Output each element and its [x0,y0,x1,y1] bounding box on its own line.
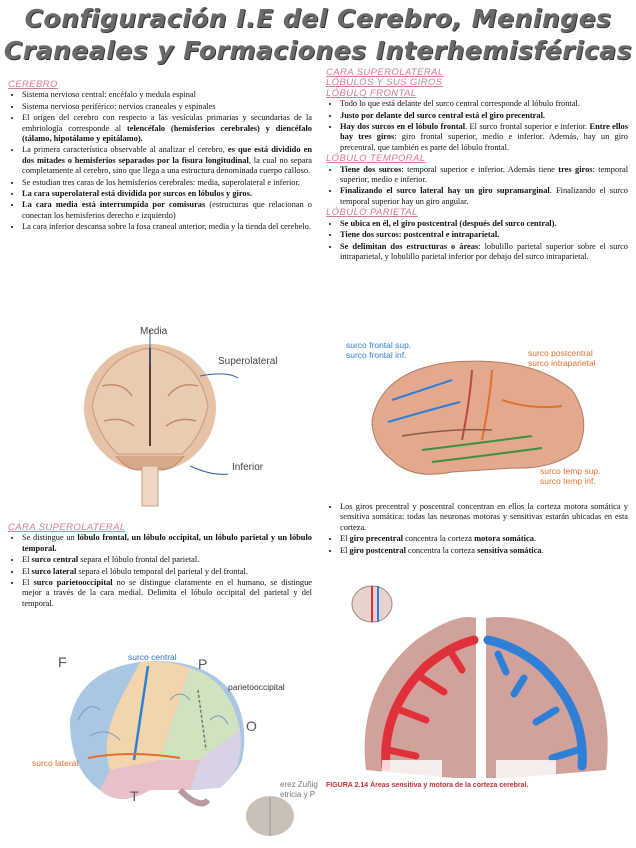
homunculus-illustration [326,570,630,848]
corteza-list [326,502,628,556]
label-lobe-p: P [198,656,208,672]
list-item: • El surco lateral separa el lóbulo temporal del parietal y del frontal. [22,567,312,577]
section-heading-cara-superolateral: CARA SUPEROLATERAL [8,522,126,533]
label-surco-temp-inf: surco temp inf. [540,476,596,486]
homunculus-figure [326,570,630,848]
list-item: • Sistema nervioso periférico: nervios craneales y espinales [22,102,312,112]
lobulos-section [326,68,628,263]
list-item: • La primera característica observable al analizar el cerebro, es que está dividido en dos mitades o hemisferios separados por la fisura longitudinal, la cual no separa completamente al cerebro, sino que llega a una estructura denominada cuerpo calloso. [22,145,312,176]
page-title-line-2: Craneales y Formaciones Interhemisféricas [3,36,633,65]
list-item: • El surco central separa el lóbulo frontal del parietal. [22,555,312,565]
list-item: • Se distingue un lóbulo frontal, un lóbulo occipital, un lóbulo parietal y un lóbulo temporal. [22,533,312,554]
label-parietooccipital: parietooccipital [228,682,285,692]
label-surco-central: surco central [128,652,177,662]
brain-coronal-figure [62,326,288,514]
label-surco-postcentral: surco postcentral [528,348,593,358]
section-heading-parietal: LÓBULO PARIETAL [326,207,418,219]
brain-lobes-figure [30,640,318,848]
label-media: Media [140,326,168,337]
list-item: • Sistema nervioso central: encéfalo y medula espinal [22,90,312,100]
parietal-list [326,219,628,263]
figure-caption: FIGURA 2.14 Áreas sensitiva y motora de la corteza cerebral. [326,782,529,789]
section-heading-lobulos: LÓBULOS Y SUS GIROS [326,77,443,89]
label-surco-frontal-sup: surco frontal sup. [346,340,412,350]
list-item: • Hay dos surcos en el lóbulo frontal. El surco frontal superior e inferior. Entre ellos hay tres giros: giro frontal superior, medio e inferior. Además, hay un giro precentral, que también es parte del lóbulo frontal. [340,122,628,153]
page-title-line-1: Configuración I.E del Cerebro, Meninges [24,4,612,33]
list-item: • El surco parietooccipital no se distingue claramente en el humano, se distingue mejor a través de la cara medial. Delimita el lóbulo occipital del parietal y del temporal. [22,578,312,609]
cara-list [8,533,312,609]
list-item: • Se estudian tres caras de los hemisferios cerebrales: media, superolateral e inferior. [22,178,312,188]
label-surco-lateral: surco lateral [32,758,79,768]
list-item: • La cara inferior descansa sobre la fosa craneal anterior, media y la tienda del cerebelo. [22,222,312,232]
list-item: • El origen del cerebro con respecto a las vesículas primarias y secundarias de la embriología corresponde al telencéfalo (hemisferios cerebrales) y diencéfalo (tálamo, hipotálamo y epitálamo). [22,113,312,144]
list-item: • Tiene dos surcos: temporal superior e inferior. Además tiene tres giros: temporal superior, medio e inferior. [340,165,628,186]
list-item: • Los giros precentral y poscentral concentran en ellos la corteza motora somática y sensitiva somática: todas las neuronas motoras y sensitivas estarán ubicadas en esta corteza. [340,502,628,533]
list-item: • Finalizando el surco lateral hay un giro supramarginal. Finalizando el surco temporal superior hay un giro angular. [340,186,628,207]
label-surco-frontal-inf: surco frontal inf. [346,350,407,360]
list-item: • Todo lo que está delante del surco central corresponde al lóbulo frontal. [340,99,628,109]
label-lobe-o: O [246,718,257,734]
brain-lobes-illustration [30,640,318,848]
label-surco-temp-sup: surco temp sup. [540,466,601,476]
section-heading-temporal: LÓBULO TEMPORAL [326,153,426,165]
cara-superolateral-section [8,523,312,610]
list-item: • La cara superolateral está dividida por surcos en lóbulos y giros. [22,189,312,199]
list-item: • Se delimitan dos estructuras o áreas: lobulillo parietal superior sobre el surco intraparietal, y lobulillo parietal inferior por debajo del surco intraparietal. [340,242,628,263]
corteza-section [326,502,628,557]
section-heading-cerebro: CEREBRO [8,79,58,90]
list-item: • El giro postcentral concentra la corteza sensitiva somática. [340,546,628,556]
label-superolateral: Superolateral [218,356,278,367]
frontal-list [326,99,628,153]
label-surco-intraparietal: surco intraparietal [528,358,596,368]
list-item: • Se ubica en él, el giro postcentral (después del surco central). [340,219,628,229]
label-lobe-t: T [130,788,139,804]
watermark-line-1: erez Zuñig [280,780,318,789]
section-heading-frontal: LÓBULO FRONTAL [326,87,417,99]
label-lobe-f: F [58,654,67,670]
list-item: • Tiene dos surcos: postcentral e intraparietal. [340,230,628,240]
temporal-list [326,165,628,208]
label-inferior: Inferior [232,462,264,473]
brain-coronal-illustration [62,326,288,514]
list-item: • La cara media está interrumpida por comisuras (estructuras que relacionan o conectan los hemisferios derecho e izquierdo) [22,200,312,221]
brain-sulci-figure [342,340,628,490]
cerebro-section [8,80,312,234]
cerebro-list [8,90,312,232]
section-heading-cara: CARA SUPEROLATERAL [326,67,444,78]
watermark-line-2: etricia y P [280,790,316,799]
list-item: • El giro precentral concentra la corteza motora somática. [340,534,628,544]
list-item: • Justo por delante del surco central está el giro precentral. [340,111,628,121]
